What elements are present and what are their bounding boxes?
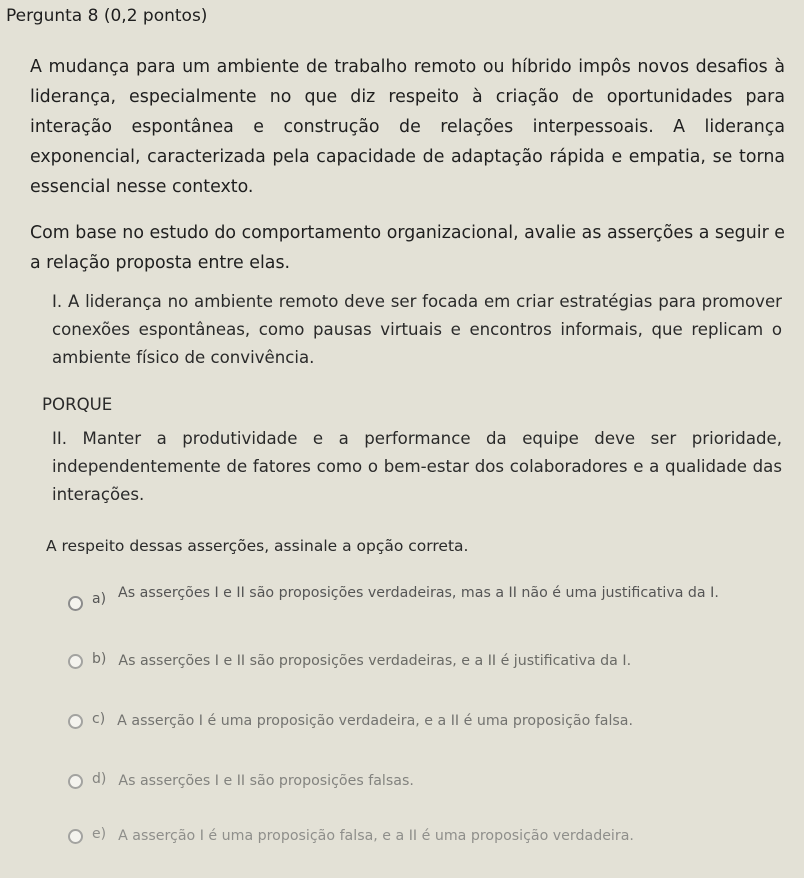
- option-letter: a): [92, 591, 107, 607]
- option-b[interactable]: [68, 651, 758, 672]
- option-text: As asserções I e II são proposições verdadeiras, mas a II não é uma justificativa da I.: [118, 585, 719, 601]
- option-letter: e): [92, 826, 107, 842]
- option-text: As asserções I e II são proposições verdadeiras, e a II é justificativa da I.: [118, 653, 632, 669]
- option-text: As asserções I e II são proposições falsas.: [118, 773, 414, 789]
- option-e[interactable]: [68, 826, 758, 847]
- option-letter: c): [92, 711, 106, 727]
- question-header: Pergunta 8 (0,2 pontos): [6, 6, 208, 26]
- option-letter: b): [92, 651, 107, 667]
- question-instruction: Com base no estudo do comportamento organizacional, avalie as asserções a seguir e a relação proposta entre elas.: [30, 223, 785, 273]
- assertion-2: II. Manter a produtividade e a performance da equipe deve ser prioridade, independentemente de fatores como o bem-estar dos colaboradores e a qualidade das interações.: [52, 429, 782, 504]
- option-text: A asserção I é uma proposição falsa, e a II é uma proposição verdadeira.: [118, 828, 634, 844]
- connector-porque: PORQUE: [42, 395, 113, 414]
- radio-option-e[interactable]: [68, 829, 83, 844]
- option-d[interactable]: [68, 771, 758, 792]
- answer-prompt: A respeito dessas asserções, assinale a opção correta.: [46, 537, 469, 555]
- option-c[interactable]: [68, 711, 758, 732]
- question-intro: A mudança para um ambiente de trabalho remoto ou híbrido impôs novos desafios à liderança, especialmente no que diz respeito à criação de oportunidades para interação espontânea e construção de relações interpessoais. A liderança exponencial, caracterizada pela capacidade de adaptação rápida e empatia, se torna essencial nesse contexto.: [30, 57, 785, 197]
- radio-option-a[interactable]: [68, 596, 83, 611]
- assertion-1: I. A liderança no ambiente remoto deve ser focada em criar estratégias para promover conexões espontâneas, como pausas virtuais e encontros informais, que replicam o ambiente físico de convivência.: [52, 292, 782, 367]
- option-letter: d): [92, 771, 107, 787]
- radio-option-d[interactable]: [68, 774, 83, 789]
- option-a[interactable]: [68, 583, 758, 611]
- radio-option-c[interactable]: [68, 714, 83, 729]
- radio-option-b[interactable]: [68, 654, 83, 669]
- option-text: A asserção I é uma proposição verdadeira, e a II é uma proposição falsa.: [117, 713, 633, 729]
